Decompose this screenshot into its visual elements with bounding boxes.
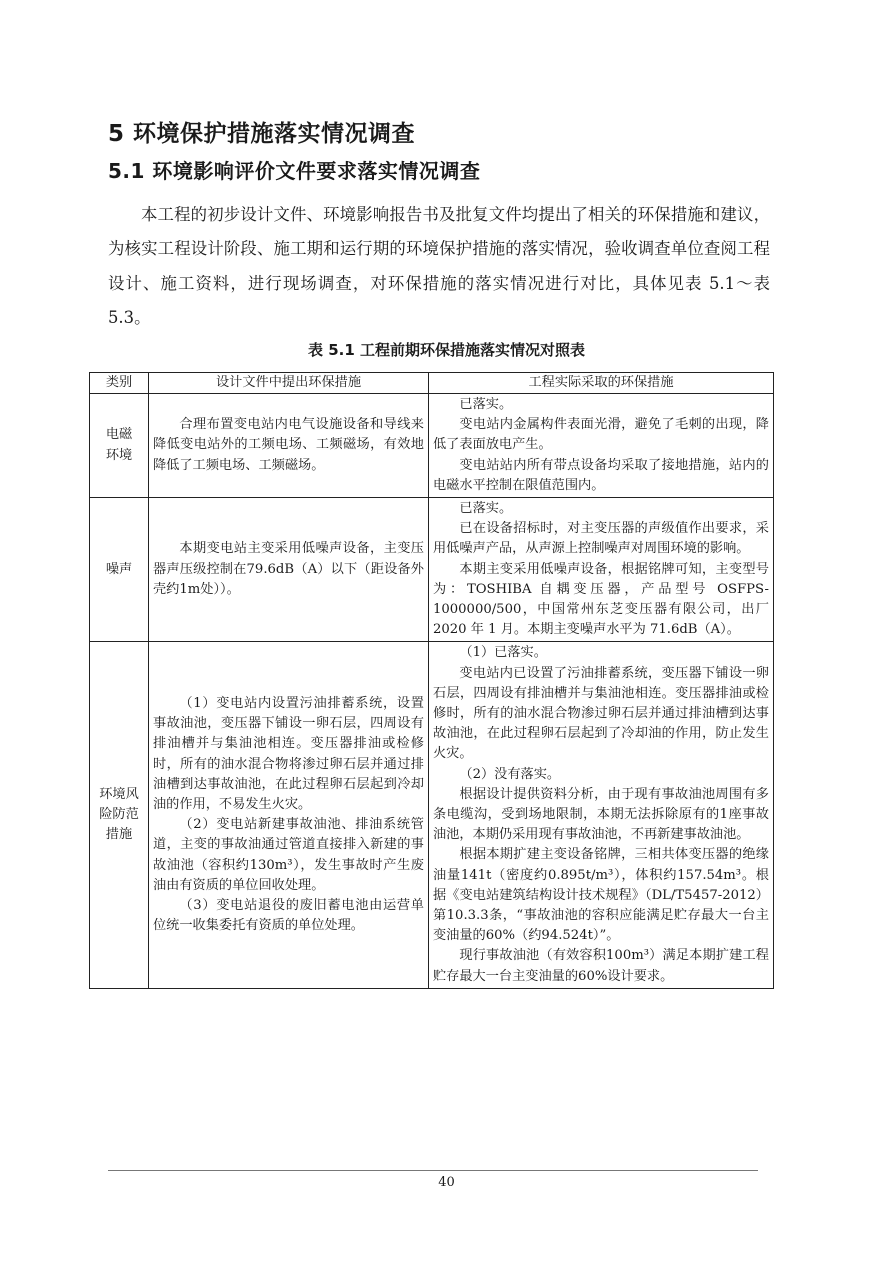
footer-divider bbox=[108, 1170, 758, 1171]
design-paragraph: （1）变电站内设置污油排蓄系统，设置事故油池，变压器下铺设一卵石层，四周设有排油槽并与集油池相连。变压器排油或检修时，所有的油水混合物将渗过卵石层并通过排油槽到达事故油池，在此过程卵石层起到冷却油的作用，不易发生火灾。 bbox=[153, 695, 424, 812]
actual-paragraph: （1）已落实。 bbox=[459, 645, 547, 661]
actual-cell bbox=[429, 394, 774, 498]
design-paragraph: 合理布置变电站内电气设施设备和导线来降低变电站外的工频电场、工频磁场，有效地降低了工频电场、工频磁场。 bbox=[153, 417, 424, 473]
header-design-measures: 设计文件中提出环保措施 bbox=[149, 373, 429, 394]
category-label: 环境风险防范措施 bbox=[99, 786, 139, 843]
table-row bbox=[90, 642, 774, 988]
actual-paragraph: 变电站站内所有带点设备均采取了接地措施，站内的电磁水平控制在限值范围内。 bbox=[433, 457, 769, 493]
category-cell bbox=[90, 394, 149, 498]
actual-paragraph: 变电站内金属构件表面光滑，避免了毛刺的出现，降低了表面放电产生。 bbox=[433, 417, 769, 453]
actual-paragraph: 根据本期扩建主变设备铭牌，三相共体变压器的绝缘油量141t（密度约0.895t/m³），体积约157.54m³。根据《变电站建筑结构设计技术规程》（DL/T5457-2012）第10.3.3条，“事故油池的容积应能满足贮存最大一台主变油量的60%（约94.524t）”。 bbox=[433, 847, 769, 944]
category-cell bbox=[90, 642, 149, 988]
design-paragraph: （2）变电站新建事故油池、排油系统管道，主变的事故油通过管道直接排入新建的事故油池（容积约130m³），发生事故时产生废油由有资质的单位回收处理。 bbox=[153, 817, 424, 893]
actual-cell bbox=[429, 498, 774, 642]
actual-paragraph: （2）没有落实。 bbox=[459, 766, 561, 782]
category-label: 电磁环境 bbox=[105, 427, 133, 463]
table-row bbox=[90, 498, 774, 642]
table-caption: 表 5.1 工程前期环保措施落实情况对照表 bbox=[307, 341, 586, 359]
design-paragraph: 本期变电站主变采用低噪声设备，主变压器声压级控制在79.6dB（A）以下（距设备外壳约1m处））。 bbox=[153, 541, 424, 597]
actual-paragraph: 已落实。 bbox=[459, 397, 513, 412]
header-actual-measures: 工程实际采取的环保措施 bbox=[429, 373, 774, 394]
actual-paragraph: 变电站内已设置了污油排蓄系统，变压器下铺设一卵石层，四周设有排油槽并与集油池相连。变压器排油或检修时，所有的油水混合物渗过卵石层并通过排油槽到达事故油池，在此过程卵石层起到了冷却油的作用，防止发生火灾。 bbox=[433, 665, 769, 762]
table-header-row bbox=[90, 373, 774, 394]
subsection-heading: 5.1 环境影响评价文件要求落实情况调查 bbox=[108, 159, 481, 183]
section-heading: 5 环境保护措施落实情况调查 bbox=[108, 121, 416, 147]
design-cell bbox=[149, 498, 429, 642]
design-cell bbox=[149, 642, 429, 988]
intro-paragraph: 本工程的初步设计文件、环境影响报告书及批复文件均提出了相关的环保措施和建议，为核实工程设计阶段、施工期和运行期的环境保护措施的落实情况，验收调查单位查阅工程设计、施工资料，进行现场调查，对环保措施的落实情况进行对比，具体见表 5.1～表 5.3。 bbox=[108, 205, 770, 327]
category-cell bbox=[90, 498, 149, 642]
actual-cell bbox=[429, 642, 774, 988]
actual-paragraph: 已落实。 bbox=[459, 501, 513, 517]
table-row bbox=[90, 394, 774, 498]
measures-comparison-table bbox=[89, 372, 774, 989]
actual-paragraph: 本期主变采用低噪声设备，根据铭牌可知，主变型号为：TOSHIBA 自耦变压器，产品型号 OSFPS-1000000/500，中国常州东芝变压器有限公司，出厂 2020 年 1 月。本期主变噪声水平为 71.6dB（A）。 bbox=[433, 561, 769, 638]
actual-paragraph: 根据设计提供资料分析，由于现有事故油池周围有多条电缆沟，受到场地限制，本期无法拆除原有的1座事故油池，本期仍采用现有事故油池，不再新建事故油池。 bbox=[433, 786, 769, 843]
actual-paragraph: 现行事故油池（有效容积100m³）满足本期扩建工程贮存最大一台主变油量的60%设计要求。 bbox=[433, 948, 769, 984]
design-cell bbox=[149, 394, 429, 498]
page-number: 40 bbox=[438, 1175, 455, 1190]
header-category: 类别 bbox=[90, 373, 149, 394]
actual-paragraph: 已在设备招标时，对主变压器的声级值作出要求，采用低噪声产品，从声源上控制噪声对周围环境的影响。 bbox=[433, 521, 769, 557]
design-paragraph: （3）变电站退役的废旧蓄电池由运营单位统一收集委托有资质的单位处理。 bbox=[153, 897, 424, 934]
category-label: 噪声 bbox=[105, 561, 133, 577]
